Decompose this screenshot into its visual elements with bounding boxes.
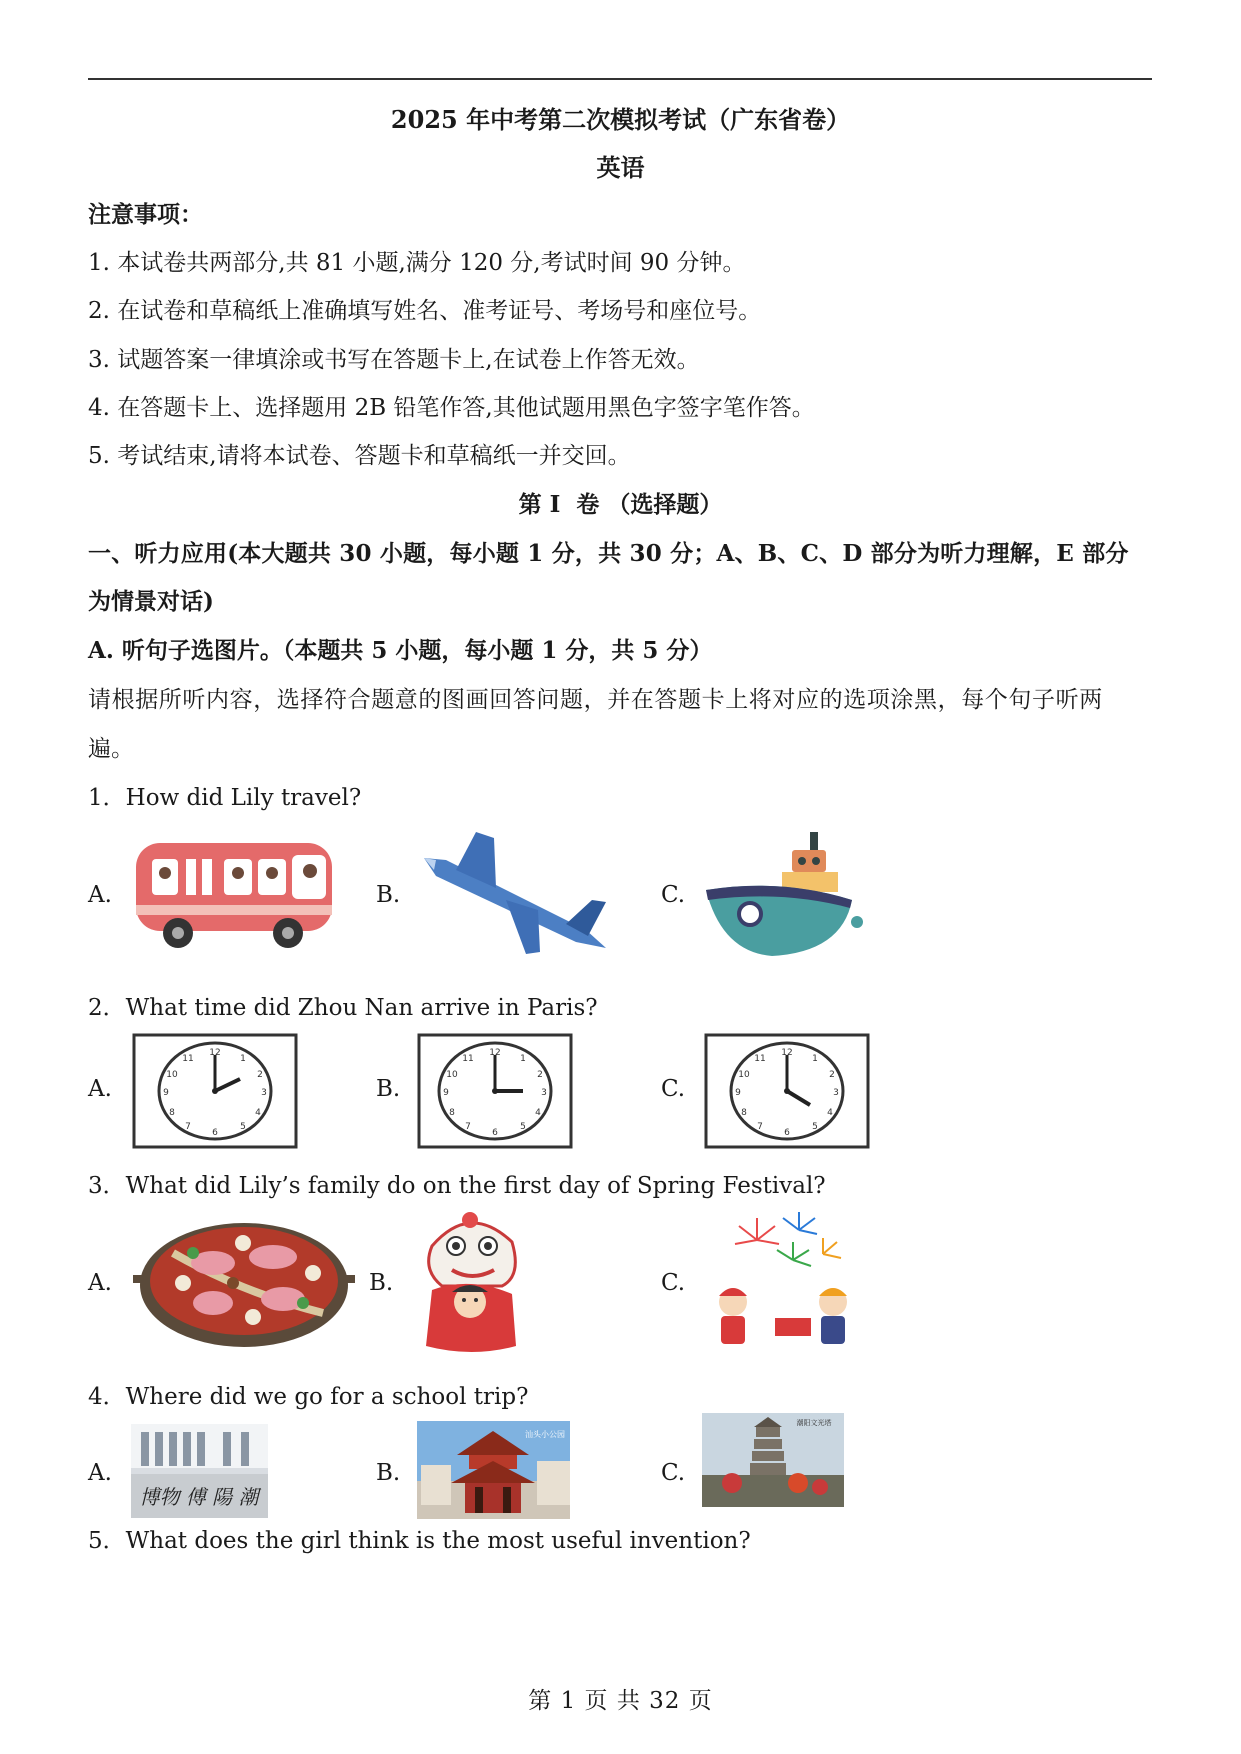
- svg-text:12: 12: [209, 1048, 221, 1058]
- q2-option-a-label: A.: [88, 1076, 112, 1102]
- question-1: 1．How did Lily travel?: [88, 785, 362, 811]
- svg-text:2: 2: [257, 1070, 263, 1080]
- notice-item-3: 3. 试题答案一律填涂或书写在答题卡上,在试卷上作答无效。: [88, 347, 700, 373]
- clock-three: [417, 1033, 573, 1149]
- svg-text:11: 11: [182, 1054, 194, 1064]
- notice-heading: 注意事项：: [88, 201, 203, 228]
- lion-dance-icon: [412, 1206, 528, 1358]
- section-heading-line1: 一、听力应用(本大题共 30 小题，每小题 1 分，共 30 分；A、B、C、D 部分为听力理解，E 部分: [88, 540, 1129, 567]
- svg-text:5: 5: [240, 1122, 246, 1132]
- svg-text:5: 5: [812, 1122, 818, 1132]
- svg-text:1: 1: [520, 1054, 526, 1064]
- museum-sign-text: 博物 傅 陽 潮: [139, 1485, 259, 1509]
- instruction-line2: 遍。: [88, 736, 134, 762]
- notice-item-1: 1. 本试卷共两部分,共 81 小题,满分 120 分,考试时间 90 分钟。: [88, 250, 746, 276]
- instruction-line1: 请根据所听内容，选择符合题意的图画回答问题，并在答题卡上将对应的选项涂黑，每个句子听两: [88, 687, 1103, 713]
- q4-option-a-label: A.: [88, 1460, 112, 1486]
- clock-four: [704, 1033, 870, 1149]
- fireworks-kids-icon: [703, 1210, 863, 1360]
- pagoda-caption: 潮阳文光塔: [796, 1419, 832, 1427]
- section-heading-line2: 为情景对话): [88, 588, 214, 615]
- svg-text:7: 7: [185, 1122, 191, 1132]
- svg-text:9: 9: [443, 1088, 449, 1098]
- pavilion-photo: [417, 1421, 570, 1519]
- svg-text:12: 12: [781, 1048, 793, 1058]
- svg-text:1: 1: [240, 1054, 246, 1064]
- volume-heading: 第 I 卷 （选择题）: [518, 491, 723, 518]
- svg-text:1: 1: [812, 1054, 818, 1064]
- q2-option-c-label: C.: [661, 1076, 686, 1102]
- question-5: 5．What does the girl think is the most useful invention?: [88, 1528, 751, 1554]
- notice-item-5: 5. 考试结束,请将本试卷、答题卡和草稿纸一并交回。: [88, 443, 631, 469]
- svg-text:11: 11: [462, 1054, 474, 1064]
- svg-text:4: 4: [535, 1108, 541, 1118]
- svg-text:10: 10: [166, 1070, 178, 1080]
- top-rule: [88, 78, 1152, 80]
- svg-text:3: 3: [261, 1088, 267, 1098]
- svg-text:6: 6: [212, 1128, 218, 1138]
- pavilion-caption: 汕头小公园: [525, 1430, 565, 1439]
- question-3: 3．What did Lily’s family do on the first day of Spring Festival?: [88, 1173, 826, 1199]
- pagoda-photo: [702, 1413, 844, 1507]
- svg-text:6: 6: [492, 1128, 498, 1138]
- svg-text:7: 7: [465, 1122, 471, 1132]
- museum-photo: [131, 1424, 268, 1518]
- ship-icon: [702, 828, 867, 963]
- svg-text:8: 8: [449, 1108, 455, 1118]
- svg-text:10: 10: [738, 1070, 750, 1080]
- q2-option-b-label: B.: [376, 1076, 401, 1102]
- airplane-icon: [416, 830, 611, 960]
- part-a-heading: A. 听句子选图片。（本题共 5 小题，每小题 1 分，共 5 分）: [88, 637, 713, 664]
- q3-option-b-label: B.: [369, 1270, 394, 1296]
- question-4: 4．Where did we go for a school trip?: [88, 1384, 529, 1410]
- svg-text:6: 6: [784, 1128, 790, 1138]
- svg-text:2: 2: [537, 1070, 543, 1080]
- svg-text:9: 9: [163, 1088, 169, 1098]
- exam-title: 2025 年中考第二次模拟考试（广东省卷）: [390, 105, 851, 134]
- notice-item-4: 4. 在答题卡上、选择题用 2B 铅笔作答,其他试题用黑色字签字笔作答。: [88, 395, 815, 421]
- svg-text:11: 11: [754, 1054, 766, 1064]
- q4-option-b-label: B.: [376, 1460, 401, 1486]
- svg-text:9: 9: [735, 1088, 741, 1098]
- q1-option-a-label: A.: [88, 882, 112, 908]
- svg-text:3: 3: [541, 1088, 547, 1098]
- svg-text:2: 2: [829, 1070, 835, 1080]
- q3-option-a-label: A.: [88, 1270, 112, 1296]
- exam-subject: 英语: [596, 153, 645, 182]
- q4-option-c-label: C.: [661, 1460, 686, 1486]
- svg-text:8: 8: [169, 1108, 175, 1118]
- svg-text:5: 5: [520, 1122, 526, 1132]
- question-2: 2．What time did Zhou Nan arrive in Paris?: [88, 995, 598, 1021]
- svg-text:8: 8: [741, 1108, 747, 1118]
- q1-option-b-label: B.: [376, 882, 401, 908]
- page-footer: 第 1 页 共 32 页: [528, 1688, 713, 1714]
- svg-text:12: 12: [489, 1048, 501, 1058]
- notice-item-2: 2. 在试卷和草稿纸上准确填写姓名、准考证号、考场号和座位号。: [88, 298, 762, 324]
- q1-option-c-label: C.: [661, 882, 686, 908]
- svg-text:3: 3: [833, 1088, 839, 1098]
- clock-two: [132, 1033, 298, 1149]
- svg-text:10: 10: [446, 1070, 458, 1080]
- svg-text:4: 4: [827, 1108, 833, 1118]
- bus-icon: [130, 835, 340, 953]
- hotpot-icon: [133, 1213, 355, 1355]
- q3-option-c-label: C.: [661, 1270, 686, 1296]
- svg-text:7: 7: [757, 1122, 763, 1132]
- svg-text:4: 4: [255, 1108, 261, 1118]
